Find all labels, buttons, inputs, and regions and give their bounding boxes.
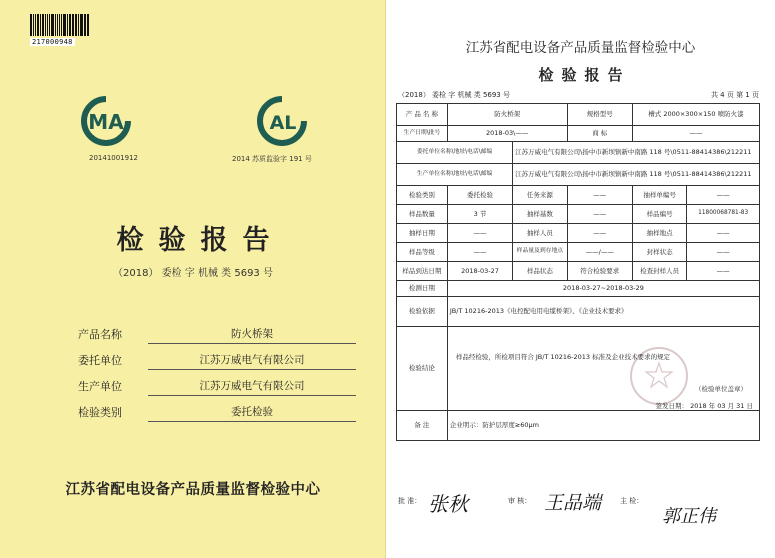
cell-label: 抽样日期 — [397, 224, 448, 243]
barcode-bar — [84, 14, 85, 36]
cell-label: 生产日期\批号 — [397, 126, 448, 142]
barcode-bar — [51, 14, 54, 36]
barcode-bar — [45, 14, 46, 36]
cell-label: 检验结论 — [397, 327, 448, 411]
cell-value: JB/T 10216-2013《电控配电用电缆桥架》、《企业技术要求》 — [447, 297, 759, 327]
barcode-bar — [57, 14, 58, 36]
table-row — [397, 205, 760, 224]
cover-field-label: 委托单位 — [78, 354, 122, 367]
cell-label: 任务来源 — [513, 186, 567, 205]
cell-value: 11800068781-83 — [687, 205, 760, 224]
cell-value: —— — [567, 205, 632, 224]
cal-logo — [256, 95, 308, 147]
report-number: （2018） 委检 字 机械 类 5693 号 — [398, 91, 510, 99]
table-row — [397, 164, 760, 186]
barcode-bar — [40, 14, 41, 36]
table-row — [397, 411, 760, 441]
cell-value: —— — [447, 243, 512, 262]
cover-field-value: 委托检验 — [148, 404, 356, 422]
cell-label: 抽样人员 — [513, 224, 567, 243]
table-row — [397, 243, 760, 262]
cma-code: 20141001912 — [89, 154, 138, 162]
issue-date-label: 签发日期： — [655, 402, 688, 410]
barcode-bar — [73, 14, 74, 36]
cal-code: 2014 苏质监验字 191 号 — [232, 155, 312, 163]
cell-label: 检验依据 — [397, 297, 448, 327]
barcode-bar — [47, 14, 48, 36]
cover-field-producer — [78, 378, 358, 396]
cover-field-product — [78, 326, 358, 344]
barcode-bar — [75, 14, 77, 36]
report-page — [386, 0, 775, 558]
table-row — [397, 186, 760, 205]
cell-label: 抽样地点 — [632, 224, 686, 243]
table-row — [397, 126, 760, 142]
table-row — [397, 262, 760, 281]
barcode-bar — [55, 14, 56, 36]
barcode-bar — [59, 14, 61, 36]
table-row — [397, 297, 760, 327]
cell-label: 规格型号 — [567, 104, 632, 126]
cell-label: 样品等级 — [397, 243, 448, 262]
page-indicator: 共 4 页 第 1 页 — [710, 91, 759, 99]
cover-center-name: 江苏省配电设备产品质量监督检验中心 — [65, 482, 321, 498]
review-signature: 王品端 — [544, 492, 602, 514]
conclusion-cell — [447, 327, 759, 411]
cover-field-client — [78, 352, 358, 370]
cover-field-label: 生产单位 — [78, 380, 122, 393]
cell-value: —— — [567, 224, 632, 243]
cell-value: —— — [687, 262, 760, 281]
cover-field-value: 防火桥架 — [148, 326, 356, 344]
cell-label: 商 标 — [567, 126, 632, 142]
conclusion-text: 样品经检验，所检项目符合 JB/T 10216-2013 标准及企业技术要求的规定 — [455, 353, 671, 361]
cell-value: 企业明示：防护层厚度≥60μm — [447, 411, 759, 441]
cover-field-label: 检验类别 — [78, 406, 122, 419]
cell-value: 防火桥架 — [447, 104, 567, 126]
barcode-bar — [49, 14, 51, 36]
table-row — [397, 224, 760, 243]
barcode-bar — [87, 14, 89, 36]
cell-label: 样品量及到存地点 — [513, 243, 567, 262]
issue-date: 2018 年 03 月 31 日 — [690, 402, 753, 410]
cell-label: 生产单位名称\地址\电话\邮编 — [397, 164, 513, 186]
review-label: 审 核： — [508, 497, 532, 505]
cover-report-number: （2018） 委检 字 机械 类 5693 号 — [113, 268, 273, 279]
table-row — [397, 104, 760, 126]
cell-value: —— — [687, 243, 760, 262]
approve-signature: 张秋 — [428, 492, 468, 516]
barcode-bar — [72, 14, 73, 36]
table-row — [397, 142, 760, 164]
barcode — [30, 14, 90, 36]
cell-label: 样品编号 — [632, 205, 686, 224]
cell-label: 抽样基数 — [513, 205, 567, 224]
barcode-bar — [42, 14, 44, 36]
cell-label: 检测日期 — [397, 281, 448, 297]
cell-value: —— — [447, 224, 512, 243]
barcode-bar — [35, 14, 36, 36]
cell-label: 样品状态 — [513, 262, 567, 281]
cell-value: 槽式 2000×300×150 喷防火漆 — [632, 104, 759, 126]
table-row — [397, 327, 760, 411]
barcode-bar — [63, 14, 66, 36]
cover-field-label: 产品名称 — [78, 328, 122, 341]
barcode-bar — [78, 14, 79, 36]
barcode-bar — [67, 14, 68, 36]
cell-value: 2018-03-27 — [447, 262, 512, 281]
cell-value: 2018-03\—— — [447, 126, 567, 142]
barcode-bar — [80, 14, 83, 36]
cell-value: 江苏万威电气有限公司\扬中市新坝镇新中南路 118 号\0511-88414386\212211 — [513, 142, 760, 164]
cell-label: 封样状态 — [632, 243, 686, 262]
barcode-bar — [37, 14, 40, 36]
signature-row — [396, 488, 760, 538]
cover-field-value: 江苏万威电气有限公司 — [148, 378, 356, 396]
barcode-bar — [33, 14, 34, 36]
cell-value: 委托检验 — [447, 186, 512, 205]
cell-value: ——/—— — [567, 243, 632, 262]
cover-field-type — [78, 404, 358, 422]
main-inspector-label: 主 检： — [620, 497, 644, 505]
cell-value: —— — [567, 186, 632, 205]
cell-value: —— — [687, 186, 760, 205]
report-title: 检验报告 — [538, 66, 631, 84]
cell-label: 检验类别 — [397, 186, 448, 205]
cell-value: 3 节 — [447, 205, 512, 224]
barcode-number: 217000948 — [32, 38, 73, 46]
cell-label: 样品到达日期 — [397, 262, 448, 281]
cover-field-value: 江苏万威电气有限公司 — [148, 352, 356, 370]
approve-label: 批 准： — [398, 497, 422, 505]
cell-value: —— — [687, 224, 760, 243]
main-inspector-signature: 郭正伟 — [662, 506, 716, 527]
barcode-bar — [69, 14, 71, 36]
cell-value: 2018-03-27~2018-03-29 — [447, 281, 759, 297]
cma-logo-text: MA — [88, 110, 124, 134]
cell-value: 符合检验要求 — [567, 262, 632, 281]
barcode-bar — [61, 14, 62, 36]
report-table — [396, 103, 760, 441]
cal-logo-text: AL — [269, 112, 297, 134]
report-center-name: 江苏省配电设备产品质量监督检验中心 — [465, 40, 696, 56]
cell-label: 抽样单编号 — [632, 186, 686, 205]
barcode-bar — [30, 14, 32, 36]
issue-date-line — [656, 402, 754, 410]
cell-value: 江苏万威电气有限公司\扬中市新坝镇新中南路 118 号\0511-88414386\212211 — [513, 164, 760, 186]
cell-label: 样品数量 — [397, 205, 448, 224]
stamp-note: （检验单位盖章） — [695, 385, 747, 393]
cell-label: 检查封样人员 — [632, 262, 686, 281]
cma-logo — [80, 95, 132, 147]
cell-label: 备 注 — [397, 411, 448, 441]
table-row — [397, 281, 760, 297]
report-cover — [0, 0, 386, 558]
cell-value: —— — [632, 126, 759, 142]
cell-label: 产 品 名 称 — [397, 104, 448, 126]
barcode-bar — [85, 14, 86, 36]
cover-title: 检验报告 — [116, 225, 285, 256]
cell-label: 委托单位名称\地址\电话\邮编 — [397, 142, 513, 164]
